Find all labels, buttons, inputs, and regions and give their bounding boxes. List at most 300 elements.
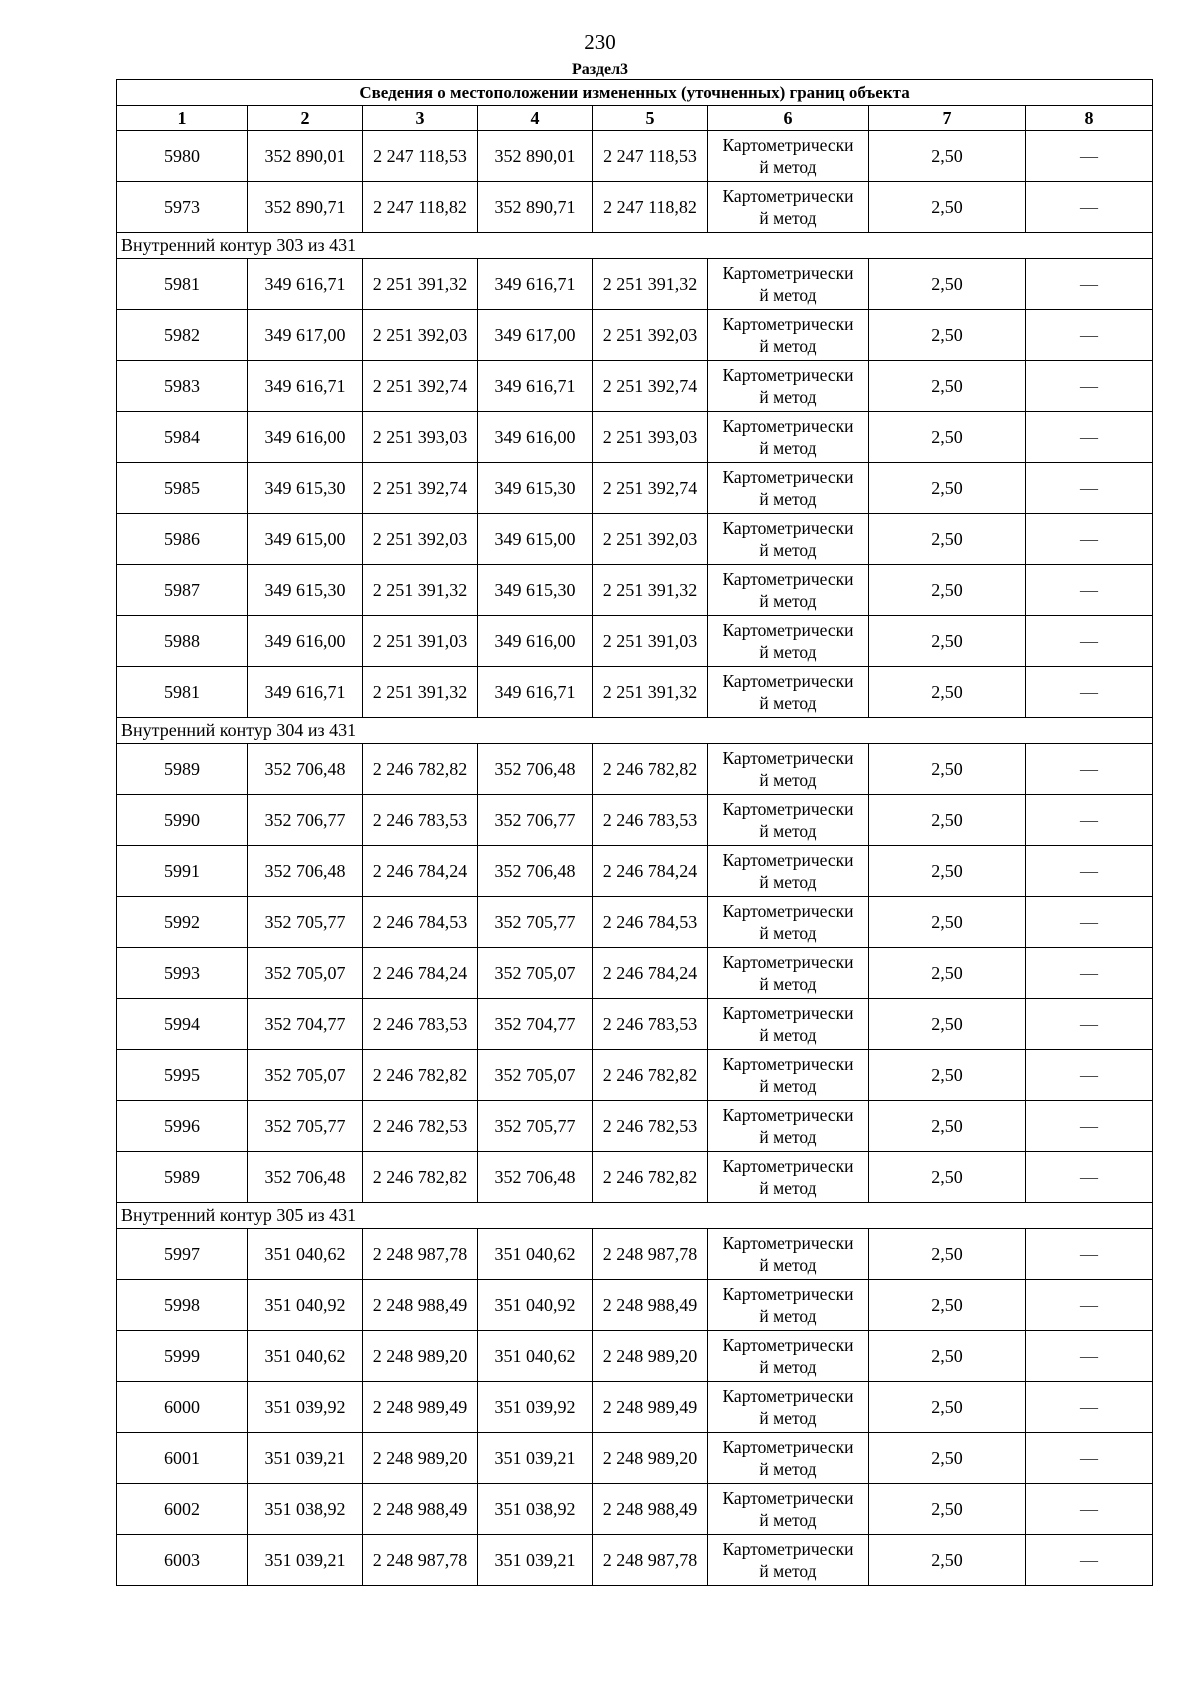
table-row	[117, 1535, 1153, 1586]
description-cell: —	[1026, 1382, 1153, 1433]
table-row	[117, 565, 1153, 616]
coord-y-new: 2 251 392,74	[593, 361, 708, 412]
point-number: 6002	[117, 1484, 248, 1535]
method-line-2: й метод	[759, 1178, 817, 1198]
coord-x-new: 349 616,00	[478, 616, 593, 667]
method-cell	[708, 1484, 869, 1535]
coord-y-new: 2 246 783,53	[593, 999, 708, 1050]
section-label: Раздел3	[571, 61, 629, 78]
table-title: Сведения о местоположении измененных (уточненных) границ объекта	[117, 80, 1153, 106]
accuracy-value: 2,50	[869, 1433, 1026, 1484]
coord-x-old: 349 617,00	[248, 310, 363, 361]
table-row	[117, 846, 1153, 897]
contour-header-row	[117, 718, 1153, 744]
method-line-2: й метод	[759, 1357, 817, 1377]
method-line-2: й метод	[759, 923, 817, 943]
method-cell	[708, 565, 869, 616]
table-row	[117, 1229, 1153, 1280]
column-header: 2	[248, 106, 363, 131]
description-cell: —	[1026, 1484, 1153, 1535]
accuracy-value: 2,50	[869, 259, 1026, 310]
column-header: 7	[869, 106, 1026, 131]
method-line-2: й метод	[759, 770, 817, 790]
accuracy-value: 2,50	[869, 514, 1026, 565]
method-line-1: Картометрически	[722, 1335, 854, 1355]
coord-x-old: 352 705,77	[248, 1101, 363, 1152]
coord-y-old: 2 251 391,32	[363, 259, 478, 310]
method-line-1: Картометрически	[722, 1386, 854, 1406]
method-cell	[708, 310, 869, 361]
method-cell	[708, 667, 869, 718]
coord-x-new: 351 039,21	[478, 1535, 593, 1586]
table-row	[117, 616, 1153, 667]
method-cell	[708, 412, 869, 463]
method-cell	[708, 463, 869, 514]
method-line-2: й метод	[759, 540, 817, 560]
coord-y-new: 2 246 782,82	[593, 744, 708, 795]
table-row	[117, 1331, 1153, 1382]
coord-x-new: 349 615,00	[478, 514, 593, 565]
coord-x-old: 351 039,92	[248, 1382, 363, 1433]
coord-x-new: 351 040,92	[478, 1280, 593, 1331]
coord-y-old: 2 246 783,53	[363, 999, 478, 1050]
accuracy-value: 2,50	[869, 1484, 1026, 1535]
point-number: 6003	[117, 1535, 248, 1586]
coord-y-new: 2 248 989,49	[593, 1382, 708, 1433]
method-line-1: Картометрически	[722, 1105, 854, 1125]
coord-x-old: 349 616,71	[248, 667, 363, 718]
description-cell: —	[1026, 1535, 1153, 1586]
method-line-1: Картометрически	[722, 569, 854, 589]
description-cell: —	[1026, 1280, 1153, 1331]
method-line-2: й метод	[759, 591, 817, 611]
method-line-1: Картометрически	[722, 850, 854, 870]
method-line-1: Картометрически	[722, 1284, 854, 1304]
contour-label: Внутренний контур 303 из 431	[117, 233, 1153, 259]
description-cell: —	[1026, 259, 1153, 310]
accuracy-value: 2,50	[869, 1152, 1026, 1203]
method-cell	[708, 1101, 869, 1152]
accuracy-value: 2,50	[869, 1229, 1026, 1280]
coord-y-new: 2 251 391,32	[593, 259, 708, 310]
table-row	[117, 1280, 1153, 1331]
method-cell	[708, 1229, 869, 1280]
point-number: 5983	[117, 361, 248, 412]
table-row	[117, 744, 1153, 795]
coord-x-old: 352 706,48	[248, 846, 363, 897]
description-cell: —	[1026, 131, 1153, 182]
coord-x-old: 352 706,77	[248, 795, 363, 846]
coord-x-old: 352 890,01	[248, 131, 363, 182]
method-cell	[708, 744, 869, 795]
coord-y-new: 2 246 784,24	[593, 948, 708, 999]
coord-y-old: 2 248 989,20	[363, 1433, 478, 1484]
method-line-1: Картометрически	[722, 416, 854, 436]
method-cell	[708, 1280, 869, 1331]
point-number: 5973	[117, 182, 248, 233]
coord-y-new: 2 246 782,82	[593, 1050, 708, 1101]
table-row	[117, 948, 1153, 999]
method-line-1: Картометрически	[722, 748, 854, 768]
point-number: 5989	[117, 1152, 248, 1203]
column-header-row	[117, 106, 1153, 131]
coord-x-new: 352 890,01	[478, 131, 593, 182]
point-number: 5981	[117, 259, 248, 310]
accuracy-value: 2,50	[869, 1050, 1026, 1101]
point-number: 5996	[117, 1101, 248, 1152]
coord-y-new: 2 251 391,32	[593, 667, 708, 718]
method-line-1: Картометрически	[722, 799, 854, 819]
coord-y-old: 2 246 782,82	[363, 744, 478, 795]
method-line-1: Картометрически	[722, 1437, 854, 1457]
table-row	[117, 1050, 1153, 1101]
coord-y-old: 2 248 988,49	[363, 1280, 478, 1331]
description-cell: —	[1026, 1331, 1153, 1382]
method-cell	[708, 999, 869, 1050]
coord-y-new: 2 247 118,82	[593, 182, 708, 233]
coord-x-new: 352 706,48	[478, 846, 593, 897]
point-number: 5998	[117, 1280, 248, 1331]
coord-x-old: 349 615,00	[248, 514, 363, 565]
method-line-1: Картометрически	[722, 1233, 854, 1253]
coord-y-old: 2 246 782,53	[363, 1101, 478, 1152]
coord-y-old: 2 248 987,78	[363, 1229, 478, 1280]
coord-x-new: 349 616,00	[478, 412, 593, 463]
method-line-2: й метод	[759, 1408, 817, 1428]
method-line-1: Картометрически	[722, 314, 854, 334]
coord-y-old: 2 251 392,74	[363, 463, 478, 514]
description-cell: —	[1026, 514, 1153, 565]
method-cell	[708, 795, 869, 846]
coord-y-old: 2 251 391,32	[363, 667, 478, 718]
coord-x-old: 349 615,30	[248, 463, 363, 514]
method-line-2: й метод	[759, 285, 817, 305]
point-number: 5994	[117, 999, 248, 1050]
coord-x-old: 352 705,07	[248, 948, 363, 999]
coord-y-new: 2 248 989,20	[593, 1433, 708, 1484]
accuracy-value: 2,50	[869, 131, 1026, 182]
coord-y-old: 2 248 987,78	[363, 1535, 478, 1586]
coord-x-old: 349 616,00	[248, 616, 363, 667]
accuracy-value: 2,50	[869, 565, 1026, 616]
coord-x-new: 352 705,07	[478, 948, 593, 999]
method-line-2: й метод	[759, 336, 817, 356]
method-cell	[708, 1152, 869, 1203]
coord-y-old: 2 246 782,82	[363, 1050, 478, 1101]
coord-y-old: 2 247 118,53	[363, 131, 478, 182]
description-cell: —	[1026, 999, 1153, 1050]
table-row	[117, 131, 1153, 182]
table-row	[117, 310, 1153, 361]
description-cell: —	[1026, 616, 1153, 667]
coord-y-old: 2 251 391,32	[363, 565, 478, 616]
method-cell	[708, 1050, 869, 1101]
method-line-1: Картометрически	[722, 467, 854, 487]
coord-x-old: 352 704,77	[248, 999, 363, 1050]
table-title-row	[117, 80, 1153, 106]
coord-x-new: 349 616,71	[478, 259, 593, 310]
coord-x-old: 351 039,21	[248, 1535, 363, 1586]
method-line-2: й метод	[759, 1561, 817, 1581]
coord-x-new: 352 704,77	[478, 999, 593, 1050]
coord-x-old: 349 616,00	[248, 412, 363, 463]
coord-y-new: 2 251 392,03	[593, 310, 708, 361]
accuracy-value: 2,50	[869, 182, 1026, 233]
method-line-1: Картометрически	[722, 1488, 854, 1508]
coord-y-old: 2 247 118,82	[363, 182, 478, 233]
method-cell	[708, 1433, 869, 1484]
coord-y-old: 2 248 989,49	[363, 1382, 478, 1433]
coord-y-new: 2 248 987,78	[593, 1229, 708, 1280]
coord-y-new: 2 248 987,78	[593, 1535, 708, 1586]
coord-y-old: 2 251 392,74	[363, 361, 478, 412]
method-cell	[708, 1331, 869, 1382]
coord-x-new: 349 616,71	[478, 667, 593, 718]
coord-x-old: 351 039,21	[248, 1433, 363, 1484]
page-number: 230	[584, 30, 616, 54]
coord-x-old: 351 040,62	[248, 1229, 363, 1280]
point-number: 6001	[117, 1433, 248, 1484]
method-cell	[708, 259, 869, 310]
point-number: 5985	[117, 463, 248, 514]
point-number: 5986	[117, 514, 248, 565]
method-line-2: й метод	[759, 1306, 817, 1326]
description-cell: —	[1026, 1433, 1153, 1484]
accuracy-value: 2,50	[869, 1331, 1026, 1382]
accuracy-value: 2,50	[869, 1535, 1026, 1586]
method-line-2: й метод	[759, 872, 817, 892]
coord-y-old: 2 246 783,53	[363, 795, 478, 846]
method-line-2: й метод	[759, 489, 817, 509]
description-cell: —	[1026, 1050, 1153, 1101]
method-cell	[708, 1535, 869, 1586]
accuracy-value: 2,50	[869, 1101, 1026, 1152]
coord-x-new: 352 705,77	[478, 897, 593, 948]
contour-label: Внутренний контур 304 из 431	[117, 718, 1153, 744]
method-line-1: Картометрически	[722, 365, 854, 385]
table-row	[117, 361, 1153, 412]
coord-x-old: 352 890,71	[248, 182, 363, 233]
coord-x-old: 351 038,92	[248, 1484, 363, 1535]
point-number: 5984	[117, 412, 248, 463]
coord-x-new: 352 706,48	[478, 744, 593, 795]
coord-y-new: 2 251 392,74	[593, 463, 708, 514]
method-line-2: й метод	[759, 642, 817, 662]
description-cell: —	[1026, 897, 1153, 948]
description-cell: —	[1026, 361, 1153, 412]
column-header: 4	[478, 106, 593, 131]
coord-y-new: 2 251 391,03	[593, 616, 708, 667]
table-row	[117, 667, 1153, 718]
point-number: 5995	[117, 1050, 248, 1101]
column-header: 5	[593, 106, 708, 131]
table-row	[117, 795, 1153, 846]
coord-x-new: 349 615,30	[478, 463, 593, 514]
table-row	[117, 259, 1153, 310]
accuracy-value: 2,50	[869, 846, 1026, 897]
accuracy-value: 2,50	[869, 1280, 1026, 1331]
accuracy-value: 2,50	[869, 667, 1026, 718]
coord-x-new: 351 039,21	[478, 1433, 593, 1484]
coord-x-old: 351 040,92	[248, 1280, 363, 1331]
table-row	[117, 1101, 1153, 1152]
point-number: 5981	[117, 667, 248, 718]
coord-x-new: 349 615,30	[478, 565, 593, 616]
method-line-1: Картометрически	[722, 186, 854, 206]
coord-y-new: 2 246 782,82	[593, 1152, 708, 1203]
method-line-1: Картометрически	[722, 671, 854, 691]
method-cell	[708, 182, 869, 233]
coord-x-old: 352 705,07	[248, 1050, 363, 1101]
coord-y-old: 2 251 392,03	[363, 310, 478, 361]
description-cell: —	[1026, 1101, 1153, 1152]
method-cell	[708, 948, 869, 999]
method-line-1: Картометрически	[722, 263, 854, 283]
accuracy-value: 2,50	[869, 795, 1026, 846]
table-row	[117, 1382, 1153, 1433]
coord-x-new: 352 706,77	[478, 795, 593, 846]
method-line-2: й метод	[759, 693, 817, 713]
contour-label: Внутренний контур 305 из 431	[117, 1203, 1153, 1229]
description-cell: —	[1026, 846, 1153, 897]
coord-y-old: 2 251 391,03	[363, 616, 478, 667]
point-number: 5980	[117, 131, 248, 182]
method-line-1: Картометрически	[722, 901, 854, 921]
method-line-2: й метод	[759, 387, 817, 407]
coord-x-new: 351 039,92	[478, 1382, 593, 1433]
method-line-2: й метод	[759, 208, 817, 228]
table-row	[117, 999, 1153, 1050]
coord-x-new: 351 038,92	[478, 1484, 593, 1535]
coord-x-new: 349 616,71	[478, 361, 593, 412]
point-number: 6000	[117, 1382, 248, 1433]
coord-y-old: 2 246 784,53	[363, 897, 478, 948]
coord-x-old: 352 706,48	[248, 744, 363, 795]
coord-y-old: 2 246 784,24	[363, 846, 478, 897]
coord-y-new: 2 246 783,53	[593, 795, 708, 846]
coord-x-new: 352 706,48	[478, 1152, 593, 1203]
contour-header-row	[117, 1203, 1153, 1229]
method-line-1: Картометрически	[722, 518, 854, 538]
method-line-2: й метод	[759, 1255, 817, 1275]
method-line-1: Картометрически	[722, 1054, 854, 1074]
point-number: 5989	[117, 744, 248, 795]
column-header: 8	[1026, 106, 1153, 131]
description-cell: —	[1026, 948, 1153, 999]
point-number: 5997	[117, 1229, 248, 1280]
method-line-2: й метод	[759, 1076, 817, 1096]
method-line-1: Картометрически	[722, 1003, 854, 1023]
column-header: 3	[363, 106, 478, 131]
column-header: 1	[117, 106, 248, 131]
point-number: 5987	[117, 565, 248, 616]
coord-x-old: 351 040,62	[248, 1331, 363, 1382]
coord-x-old: 349 616,71	[248, 361, 363, 412]
coord-x-new: 352 705,07	[478, 1050, 593, 1101]
accuracy-value: 2,50	[869, 744, 1026, 795]
description-cell: —	[1026, 182, 1153, 233]
table-row	[117, 1152, 1153, 1203]
coord-x-old: 352 705,77	[248, 897, 363, 948]
contour-header-row	[117, 233, 1153, 259]
coord-y-new: 2 251 392,03	[593, 514, 708, 565]
coord-y-new: 2 246 784,24	[593, 846, 708, 897]
coord-y-new: 2 248 988,49	[593, 1280, 708, 1331]
method-line-2: й метод	[759, 821, 817, 841]
description-cell: —	[1026, 412, 1153, 463]
method-line-1: Картометрически	[722, 620, 854, 640]
coord-y-old: 2 248 988,49	[363, 1484, 478, 1535]
description-cell: —	[1026, 795, 1153, 846]
description-cell: —	[1026, 1229, 1153, 1280]
point-number: 5988	[117, 616, 248, 667]
method-line-2: й метод	[759, 438, 817, 458]
table-row	[117, 514, 1153, 565]
method-cell	[708, 897, 869, 948]
coord-y-new: 2 251 393,03	[593, 412, 708, 463]
coord-y-new: 2 251 391,32	[593, 565, 708, 616]
description-cell: —	[1026, 565, 1153, 616]
coord-x-new: 352 890,71	[478, 182, 593, 233]
accuracy-value: 2,50	[869, 463, 1026, 514]
point-number: 5982	[117, 310, 248, 361]
point-number: 5992	[117, 897, 248, 948]
coord-y-old: 2 248 989,20	[363, 1331, 478, 1382]
table-row	[117, 463, 1153, 514]
table-row	[117, 412, 1153, 463]
table-row	[117, 182, 1153, 233]
method-line-1: Картометрически	[722, 1539, 854, 1559]
method-cell	[708, 616, 869, 667]
coord-x-new: 349 617,00	[478, 310, 593, 361]
coord-x-new: 351 040,62	[478, 1331, 593, 1382]
method-cell	[708, 846, 869, 897]
coord-y-old: 2 246 784,24	[363, 948, 478, 999]
coord-x-old: 349 615,30	[248, 565, 363, 616]
coord-y-old: 2 251 392,03	[363, 514, 478, 565]
column-header: 6	[708, 106, 869, 131]
coord-y-new: 2 248 988,49	[593, 1484, 708, 1535]
coord-y-new: 2 246 782,53	[593, 1101, 708, 1152]
table-row	[117, 1484, 1153, 1535]
accuracy-value: 2,50	[869, 412, 1026, 463]
table-row	[117, 1433, 1153, 1484]
accuracy-value: 2,50	[869, 310, 1026, 361]
coord-y-new: 2 247 118,53	[593, 131, 708, 182]
coord-y-old: 2 246 782,82	[363, 1152, 478, 1203]
method-line-2: й метод	[759, 1025, 817, 1045]
accuracy-value: 2,50	[869, 999, 1026, 1050]
accuracy-value: 2,50	[869, 1382, 1026, 1433]
point-number: 5991	[117, 846, 248, 897]
coord-y-old: 2 251 393,03	[363, 412, 478, 463]
coord-x-old: 349 616,71	[248, 259, 363, 310]
coord-x-new: 351 040,62	[478, 1229, 593, 1280]
method-line-1: Картометрически	[722, 1156, 854, 1176]
table-row	[117, 897, 1153, 948]
method-line-2: й метод	[759, 974, 817, 994]
coord-x-new: 352 705,77	[478, 1101, 593, 1152]
method-cell	[708, 514, 869, 565]
method-line-1: Картометрически	[722, 952, 854, 972]
method-line-2: й метод	[759, 1127, 817, 1147]
method-cell	[708, 361, 869, 412]
coord-x-old: 352 706,48	[248, 1152, 363, 1203]
method-line-2: й метод	[759, 1510, 817, 1530]
point-number: 5999	[117, 1331, 248, 1382]
description-cell: —	[1026, 744, 1153, 795]
accuracy-value: 2,50	[869, 897, 1026, 948]
